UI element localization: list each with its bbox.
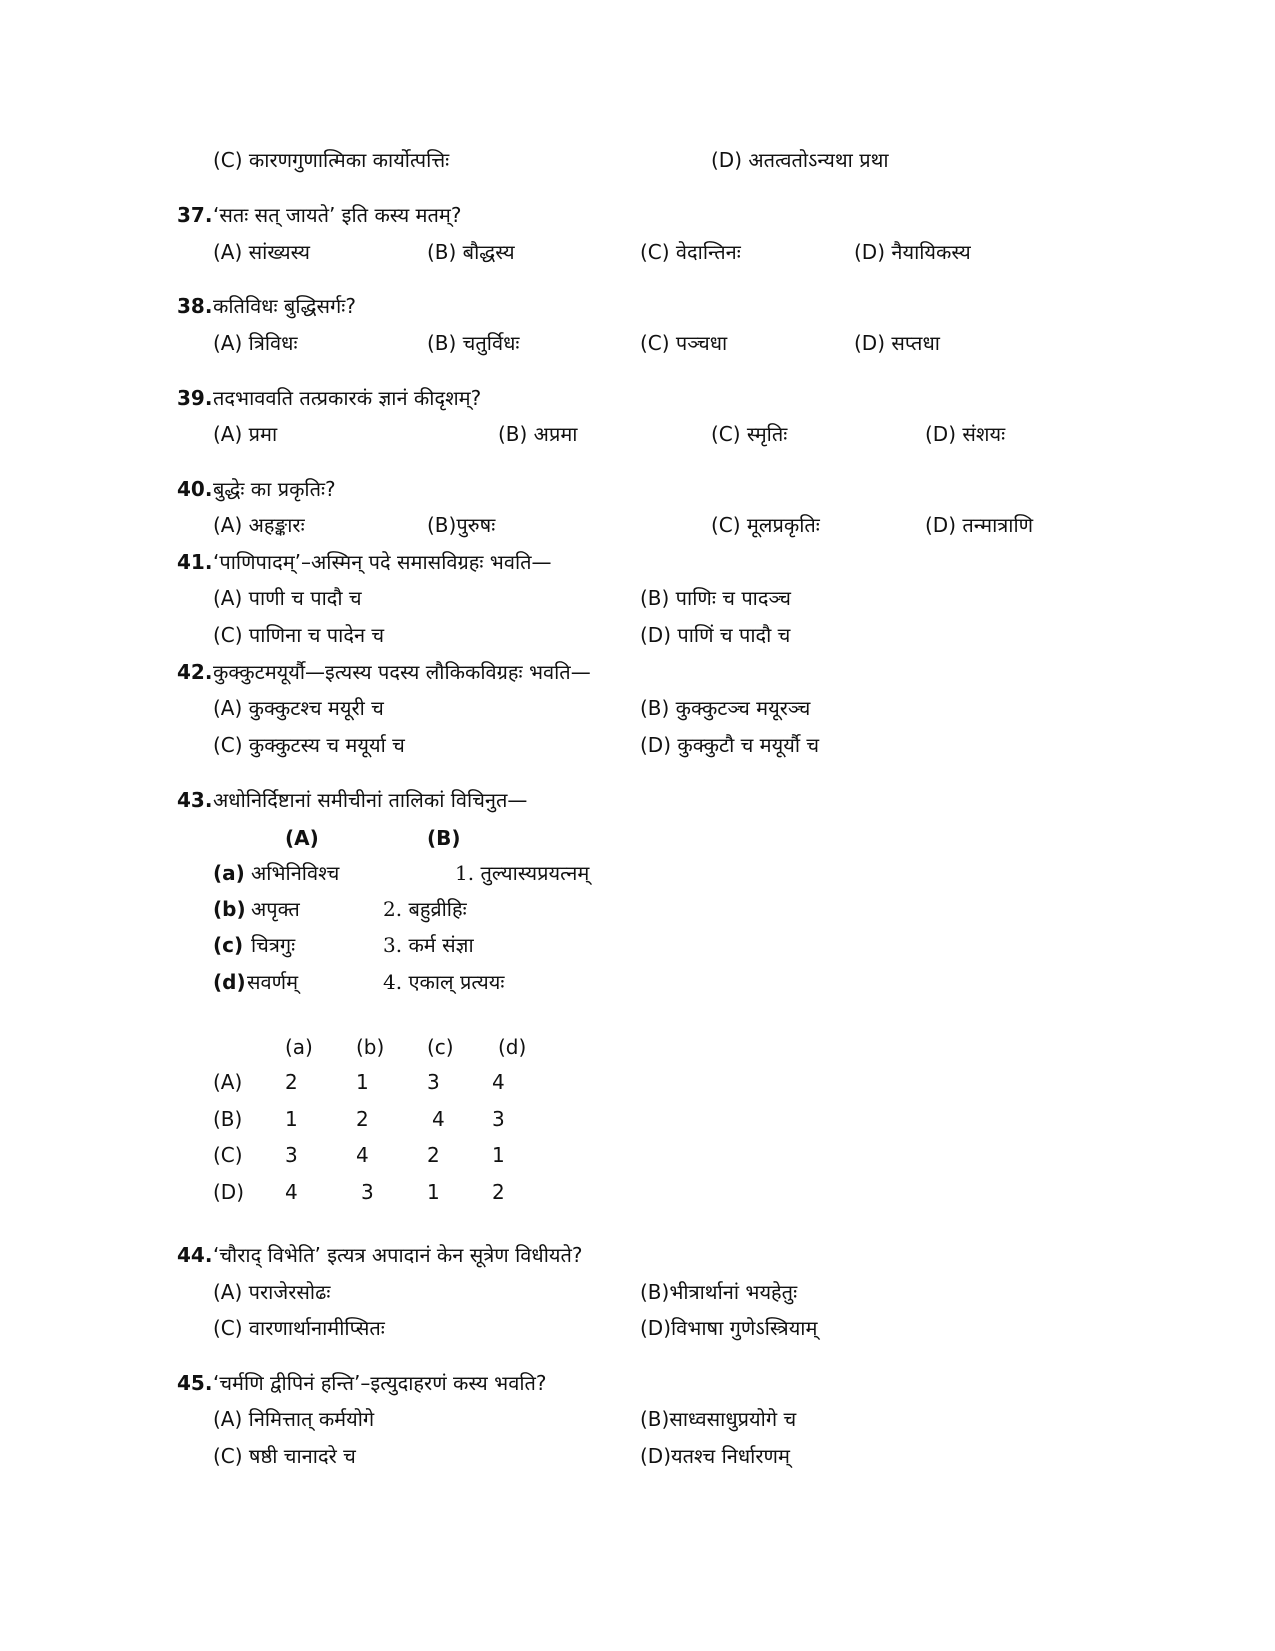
q43-question: अधोनिर्दिष्टानां समीचीनां तालिकां विचिनुत— <box>213 788 528 812</box>
q45-number: 45. <box>177 1371 213 1395</box>
q44-option-c: (C) वारणार्थानामीप्सितः <box>213 1316 385 1340</box>
q43-grid-cell: 3 <box>361 1180 374 1204</box>
q42-option-b: (B) कुक्कुटञ्च मयूरञ्च <box>640 696 811 720</box>
q41-option-b: (B) पाणिः च पादञ्च <box>640 586 791 610</box>
q43-pair-term: सवर्णम् <box>247 970 299 994</box>
q39-option-d: (D) संशयः <box>925 422 1006 446</box>
q41-option-c: (C) पाणिना च पादेन च <box>213 623 385 647</box>
q42-number: 42. <box>177 660 213 684</box>
q43-grid-cell: 3 <box>285 1143 298 1167</box>
q43-pair-match: 4. एकाल् प्रत्ययः <box>383 970 505 994</box>
q43-grid-cell: 4 <box>492 1070 505 1094</box>
q43-grid-row-label: (A) <box>213 1070 243 1094</box>
q41-option-d: (D) पाणिं च पादौ च <box>640 623 791 647</box>
q43-pair-match: 1. तुल्यास्यप्रयत्नम् <box>455 861 590 885</box>
q43-pair-match: 2. बहुव्रीहिः <box>383 897 467 921</box>
q43-grid-cell: 3 <box>427 1070 440 1094</box>
q40-question: बुद्धेः का प्रकृतिः? <box>213 477 336 501</box>
q43-pair-key: (b) <box>213 897 246 921</box>
q45-option-b: (B)साध्वसाधुप्रयोगे च <box>640 1407 797 1431</box>
q43-number: 43. <box>177 788 213 812</box>
q38-option-a: (A) त्रिविधः <box>213 331 298 355</box>
q43-grid-cell: 1 <box>356 1070 369 1094</box>
q43-pair-term: अभिनिविश्च <box>251 861 340 885</box>
q43-grid-cell: 1 <box>427 1180 440 1204</box>
q45-question: ‘चर्मणि द्वीपिनं हन्ति’–इत्युदाहरणं कस्य भवति? <box>213 1371 547 1395</box>
q39-question: तदभाववति तत्प्रकारकं ज्ञानं कीदृशम्? <box>213 386 482 410</box>
q38-option-c: (C) पञ्चधा <box>640 331 728 355</box>
q44-number: 44. <box>177 1243 213 1267</box>
q40-option-b: (B)पुरुषः <box>427 513 496 537</box>
q43-grid-header: (d) <box>498 1035 527 1059</box>
q42-option-c: (C) कुक्कुटस्य च मयूर्या च <box>213 733 405 757</box>
q43-column-b-header: (B) <box>427 826 461 850</box>
q43-grid-cell: 1 <box>285 1107 298 1131</box>
q38-option-d: (D) सप्तधा <box>854 331 940 355</box>
q43-grid-header: (c) <box>427 1035 454 1059</box>
q45-option-c: (C) षष्ठी चानादरे च <box>213 1444 356 1468</box>
q43-pair-key: (c) <box>213 933 244 957</box>
q43-grid-cell: 3 <box>492 1107 505 1131</box>
q37-option-a: (A) सांख्यस्य <box>213 240 311 264</box>
q40-option-a: (A) अहङ्कारः <box>213 513 305 537</box>
q43-pair-match: 3. कर्म संज्ञा <box>383 933 474 957</box>
q43-grid-cell: 4 <box>356 1143 369 1167</box>
q37-option-b: (B) बौद्धस्य <box>427 240 515 264</box>
q43-grid-row-label: (D) <box>213 1180 245 1204</box>
q40-option-c: (C) मूलप्रकृतिः <box>711 513 820 537</box>
q45-option-d: (D)यतश्च निर्धारणम् <box>640 1444 790 1468</box>
q43-pair-term: चित्रगुः <box>251 933 296 957</box>
q42-option-d: (D) कुक्कुटौ च मयूर्यौ च <box>640 733 820 757</box>
q43-pair-term: अपृक्त <box>251 897 300 921</box>
q43-grid-cell: 2 <box>356 1107 369 1131</box>
q43-pair-key: (d) <box>213 970 246 994</box>
q38-option-b: (B) चतुर्विधः <box>427 331 520 355</box>
q38-number: 38. <box>177 294 213 318</box>
q37-option-c: (C) वेदान्तिनः <box>640 240 741 264</box>
q43-grid-cell: 2 <box>285 1070 298 1094</box>
q42-option-a: (A) कुक्कुटश्च मयूरी च <box>213 696 384 720</box>
q37-number: 37. <box>177 203 213 227</box>
q44-option-d: (D)विभाषा गुणेऽस्त्रियाम् <box>640 1316 818 1340</box>
q40-number: 40. <box>177 477 213 501</box>
q43-column-a-header: (A) <box>285 826 319 850</box>
q43-grid-cell: 1 <box>492 1143 505 1167</box>
q37-question: ‘सतः सत् जायते’ इति कस्य मतम्? <box>213 203 462 227</box>
q39-option-c: (C) स्मृतिः <box>711 422 788 446</box>
q43-grid-row-label: (C) <box>213 1143 243 1167</box>
q43-grid-header: (a) <box>285 1035 313 1059</box>
q44-option-a: (A) पराजेरसोढः <box>213 1280 331 1304</box>
q43-grid-cell: 4 <box>432 1107 445 1131</box>
q39-number: 39. <box>177 386 213 410</box>
q44-option-b: (B)भीत्रार्थानां भयहेतुः <box>640 1280 798 1304</box>
q41-number: 41. <box>177 550 213 574</box>
q43-grid-header: (b) <box>356 1035 385 1059</box>
q39-option-b: (B) अप्रमा <box>498 422 578 446</box>
q36-option-c: (C) कारणगुणात्मिका कार्योत्पत्तिः <box>213 148 450 172</box>
q41-question: ‘पाणिपादम्’–अस्मिन् पदे समासविग्रहः भवति— <box>213 550 552 574</box>
q41-option-a: (A) पाणी च पादौ च <box>213 586 362 610</box>
q43-pair-key: (a) <box>213 861 245 885</box>
q45-option-a: (A) निमित्तात् कर्मयोगे <box>213 1407 375 1431</box>
q36-option-d: (D) अतत्वतोऽन्यथा प्रथा <box>711 148 889 172</box>
q43-grid-cell: 4 <box>285 1180 298 1204</box>
q43-grid-cell: 2 <box>427 1143 440 1167</box>
q43-grid-cell: 2 <box>492 1180 505 1204</box>
q42-question: कुक्कुटमयूर्यौ—इत्यस्य पदस्य लौकिकविग्रहः भवति— <box>213 660 591 684</box>
q43-grid-row-label: (B) <box>213 1107 243 1131</box>
q37-option-d: (D) नैयायिकस्य <box>854 240 971 264</box>
q38-question: कतिविधः बुद्धिसर्गः? <box>213 294 356 318</box>
q40-option-d: (D) तन्मात्राणि <box>925 513 1034 537</box>
q39-option-a: (A) प्रमा <box>213 422 278 446</box>
q44-question: ‘चौराद् विभेति’ इत्यत्र अपादानं केन सूत्रेण विधीयते? <box>213 1243 583 1267</box>
